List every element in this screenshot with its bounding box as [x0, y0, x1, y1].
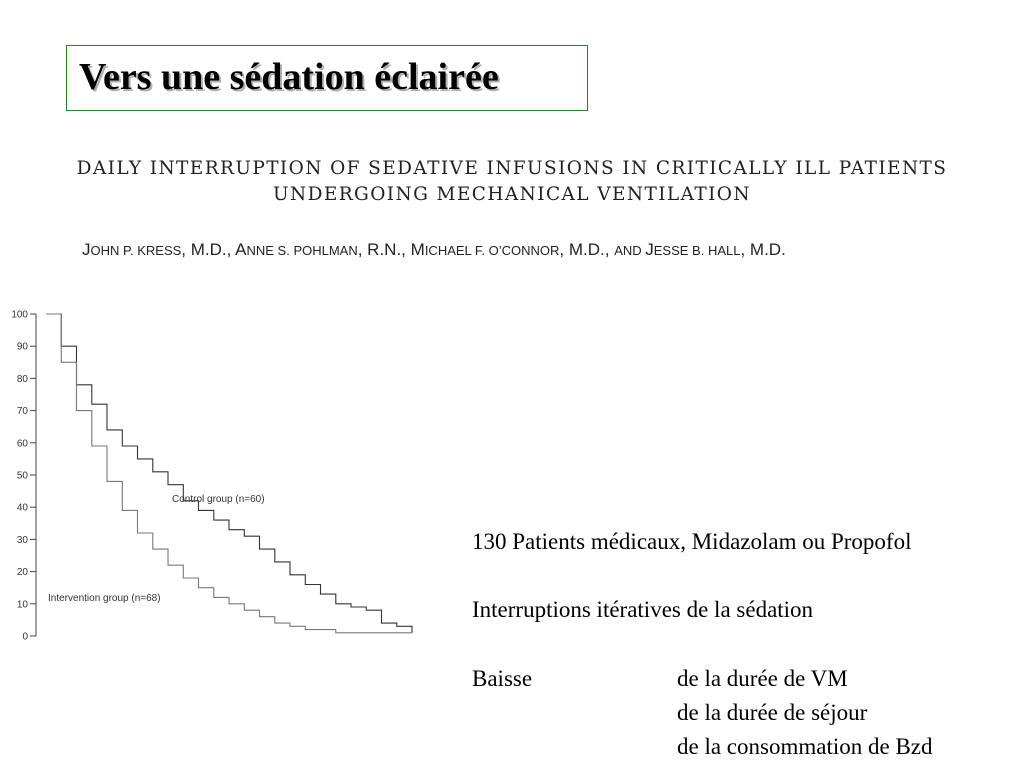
slide-title: Vers une sédation éclairée [79, 56, 499, 98]
info-interruptions: Interruptions itératives de la sédation [472, 597, 814, 622]
info-baisse-item-2: de la durée de séjour [677, 700, 868, 725]
y-tick-label: 100 [11, 309, 28, 321]
paper-title [0, 156, 1024, 208]
survival-chart [0, 302, 420, 640]
author-3-suffix: , M.D., [559, 240, 615, 259]
info-baisse-item-3: de la consommation de Bzd [677, 734, 933, 759]
y-tick-label: 40 [16, 502, 28, 514]
control-group-line [46, 314, 412, 633]
author-4-suffix: , M.D. [740, 240, 786, 259]
paper-title-line-2: UNDERGOING MECHANICAL VENTILATION [273, 184, 751, 205]
info-baisse-label: Baisse [472, 666, 533, 691]
y-tick-label: 30 [16, 534, 28, 546]
author-2-suffix: , R.N., [357, 240, 411, 259]
author-4-initial: J [645, 240, 654, 259]
author-1-lastname: RESS [145, 243, 182, 258]
author-3-initial: M [410, 240, 425, 259]
y-tick-label: 70 [16, 406, 28, 418]
y-tick-label: 80 [16, 373, 28, 385]
control-group-label: Control group (n=60) [172, 494, 265, 505]
author-3-lastname: ONNOR [511, 243, 560, 258]
info-baisse-item-1: de la durée de VM [677, 666, 848, 691]
author-3-rest: ICHAEL F. O’C [424, 243, 512, 258]
y-tick-label: 0 [22, 631, 28, 640]
author-4-rest: ESSE B. H [653, 243, 718, 258]
slide-title-box [66, 45, 588, 111]
author-1-initial: J [82, 240, 91, 259]
author-2-initial: A [235, 240, 247, 259]
info-patients: 130 Patients médicaux, Midazolam ou Propofol [472, 529, 912, 554]
paper-title-line-1: DAILY INTERRUPTION OF SEDATIVE INFUSIONS IN CRITICALLY ILL PATIENTS [76, 158, 948, 179]
author-4-lastname: ALL [717, 243, 741, 258]
y-tick-label: 20 [16, 567, 28, 579]
paper-authors [82, 240, 786, 260]
author-and: AND [614, 243, 646, 258]
author-1-rest: OHN P. K [90, 243, 146, 258]
intervention-group-line [46, 314, 412, 633]
intervention-group-label: Intervention group (n=68) [48, 593, 161, 604]
y-tick-label: 10 [16, 599, 28, 611]
y-tick-label: 50 [16, 470, 28, 482]
y-tick-label: 60 [16, 438, 28, 450]
author-2-rest: NNE S. P [246, 243, 303, 258]
y-tick-label: 90 [16, 341, 28, 353]
author-1-suffix: , M.D., [181, 240, 236, 259]
author-2-lastname: OHLMAN [302, 243, 358, 258]
